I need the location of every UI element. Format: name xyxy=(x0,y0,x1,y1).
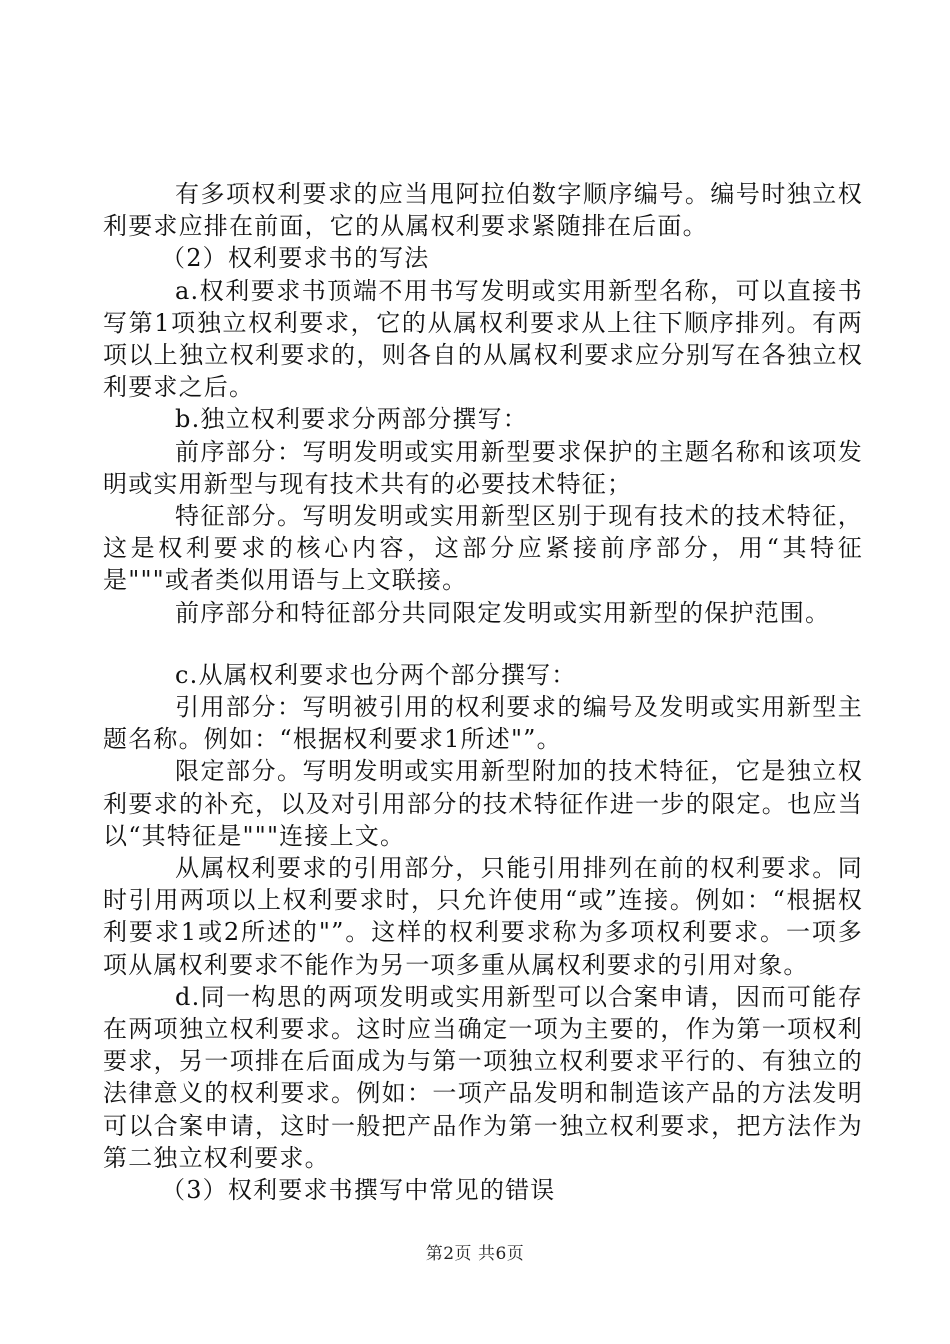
heading-common-errors: （3）权利要求书撰写中常见的错误 xyxy=(161,1176,556,1205)
paragraph-reference-part: 引用部分：写明被引用的权利要求的编号及发明或实用新型主题名称。例如：“根据权利要求1所述"”。 xyxy=(103,693,863,754)
paragraph-preamble-part: 前序部分：写明发明或实用新型要求保护的主题名称和该项发明或实用新型与现有技术共有的必要技术特征； xyxy=(103,437,863,498)
paragraph-gap xyxy=(103,629,863,659)
paragraph-item-a: a.权利要求书顶端不用书写发明或实用新型名称，可以直接书写第1项独立权利要求，它的从属权利要求从上往下顺序排列。有两项以上独立权利要求的，则各自的从属权利要求应分别写在各独立权利要求之后。 xyxy=(103,276,863,402)
paragraph-limiting-part: 限定部分。写明发明或实用新型附加的技术特征，它是独立权利要求的补充，以及对引用部分的技术特征作进一步的限定。也应当以“其特征是"""连接上文。 xyxy=(103,757,863,850)
paragraph-scope: 前序部分和特征部分共同限定发明或实用新型的保护范围。 xyxy=(175,598,831,627)
page-number-footer: 第2页 共6页 xyxy=(425,1244,525,1264)
paragraph-characterizing-part: 特征部分。写明发明或实用新型区别于现有技术的技术特征，这是权利要求的核心内容，这部分应紧接前序部分，用“其特征是"""或者类似用语与上文联接。 xyxy=(103,502,863,595)
paragraph-numbering-rule: 有多项权利要求的应当甩阿拉伯数字顺序编号。编号时独立权利要求应排在前面，它的从属权利要求紧随排在后面。 xyxy=(103,180,863,241)
document-body xyxy=(103,178,863,1206)
paragraph-item-b: b.独立权利要求分两部分撰写： xyxy=(175,405,528,434)
heading-claims-writing: （2）权利要求书的写法 xyxy=(161,244,430,273)
paragraph-item-c: c.从属权利要求也分两个部分撰写： xyxy=(175,660,577,689)
paragraph-dependent-reference: 从属权利要求的引用部分，只能引用排列在前的权利要求。同时引用两项以上权利要求时，只允许使用“或”连接。例如：“根据权利要求1或2所述的"”。这样的权利要求称为多项权利要求。一项多项从属权利要求不能作为另一项多重从属权利要求的引用对象。 xyxy=(103,854,863,979)
paragraph-item-d: d.同一构思的两项发明或实用新型可以合案申请，因而可能存在两项独立权利要求。这时应当确定一项为主要的，作为第一项权利要求，另一项排在后面成为与第一项独立权利要求平行的、有独立的法律意义的权利要求。例如：一项产品发明和制造该产品的方法发明可以合案申请，这时一般把产品作为第一独立权利要求，把方法作为第二独立权利要求。 xyxy=(103,982,863,1172)
